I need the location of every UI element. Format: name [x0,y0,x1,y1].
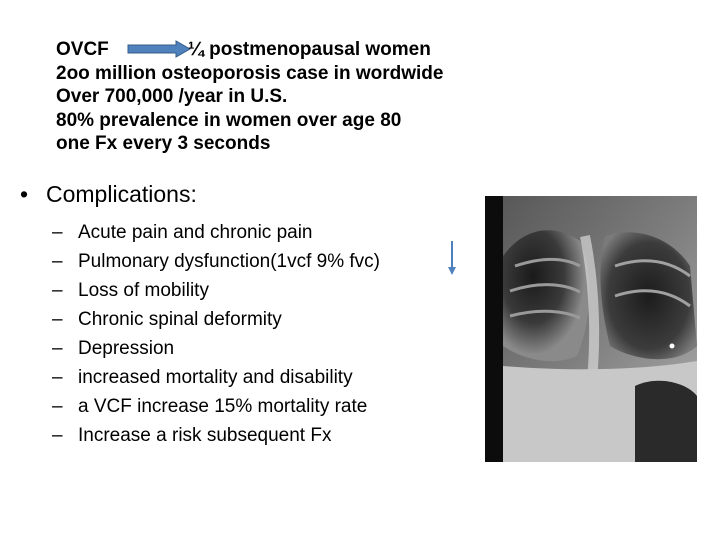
dash-marker: – [52,222,63,243]
list-item-text: a VCF increase 15% mortality rate [78,396,368,417]
list-item [52,305,472,334]
header-text-block [56,38,516,156]
list-item [52,363,472,392]
postmenopausal-text: ¼ postmenopausal women [188,39,431,60]
list-item-text: Increase a risk subsequent Fx [78,425,332,446]
ovcf-label: OVCF [56,39,109,60]
list-item-text: Acute pain and chronic pain [78,222,313,243]
dash-marker: – [52,425,63,446]
complications-heading [20,180,197,208]
dash-marker: – [52,251,63,272]
list-item [52,392,472,421]
list-item [52,421,472,450]
header-line-4: 80% prevalence in women over age 80 [56,109,402,131]
list-item-text: increased mortality and disability [78,367,353,388]
list-item-text: Chronic spinal deformity [78,309,282,330]
list-item-text: Pulmonary dysfunction(1vcf 9% fvc) [78,251,381,272]
list-item-text: Loss of mobility [78,280,209,301]
dash-marker: – [52,280,63,301]
bullet-dot: • [20,181,29,207]
list-item [52,276,472,305]
dash-marker: – [52,309,63,330]
list-item [52,218,472,247]
header-line-3: Over 700,000 /year in U.S. [56,86,288,107]
complications-title: Complications: [46,181,197,207]
list-item-text: Depression [78,338,175,359]
header-line-2: 2oo million osteoporosis case in wordwide [56,62,444,84]
dash-marker: – [52,396,63,417]
dash-marker: – [52,338,63,359]
down-arrow-icon [446,240,458,276]
complications-list [52,218,472,450]
header-line-5: one Fx every 3 seconds [56,133,271,154]
list-item [52,247,472,276]
dash-marker: – [52,367,63,388]
header-line-1 [56,38,516,62]
chest-xray-image [485,196,697,462]
list-item [52,334,472,363]
